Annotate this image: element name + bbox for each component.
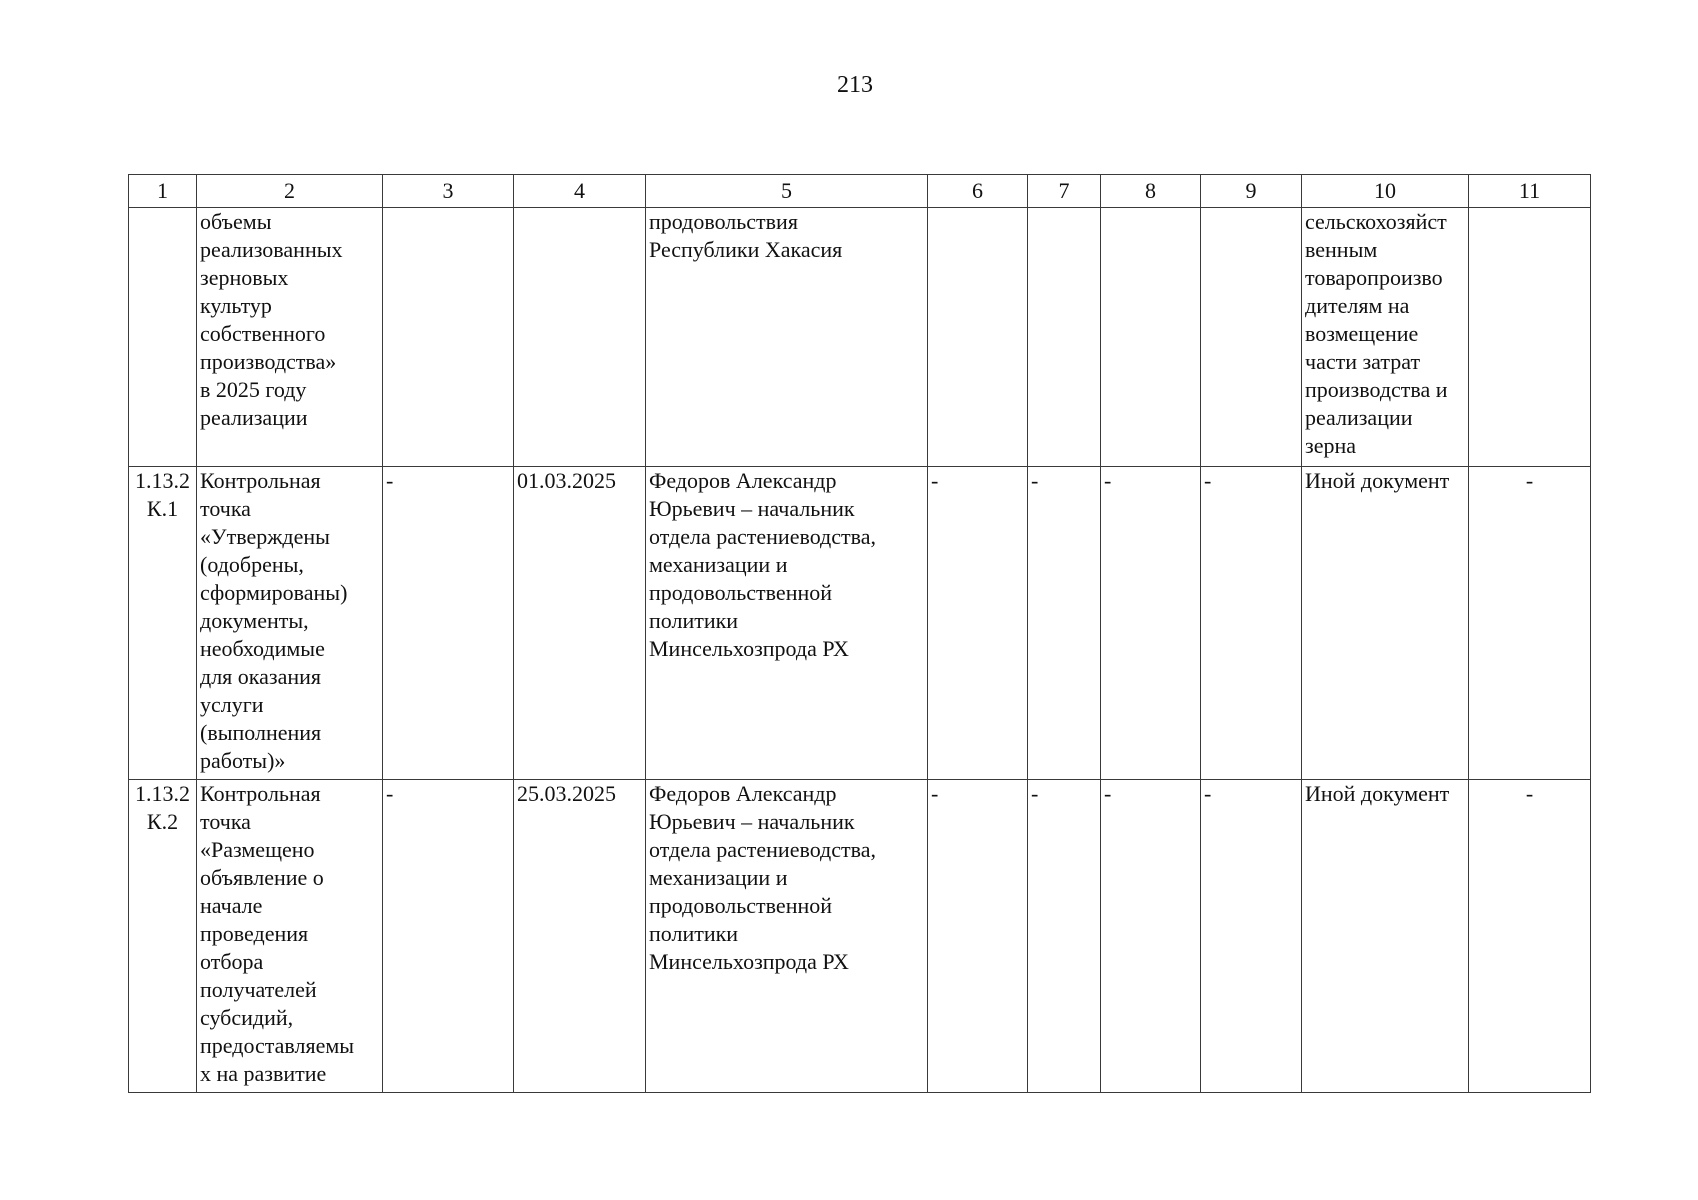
- cell-col3: [383, 208, 514, 467]
- cell-date: [514, 208, 646, 467]
- table-row: [129, 780, 1591, 1093]
- cell-document: Иной документ: [1302, 780, 1469, 1093]
- page-number: 213: [837, 72, 873, 98]
- cell-date: 01.03.2025: [514, 467, 646, 780]
- cell-number: 1.13.2 К.1: [129, 467, 197, 780]
- cell-col6: -: [928, 780, 1028, 1093]
- cell-number: [129, 208, 197, 467]
- cell-col7: -: [1028, 467, 1101, 780]
- cell-document: Иной документ: [1302, 467, 1469, 780]
- cell-col9: -: [1201, 467, 1302, 780]
- cell-col3: -: [383, 467, 514, 780]
- cell-col6: -: [928, 467, 1028, 780]
- table-row: [129, 467, 1591, 780]
- cell-col9: -: [1201, 780, 1302, 1093]
- cell-col3: -: [383, 780, 514, 1093]
- cell-col8: [1101, 208, 1201, 467]
- cell-date: 25.03.2025: [514, 780, 646, 1093]
- column-header-11: 11: [1469, 175, 1591, 208]
- column-header-3: 3: [383, 175, 514, 208]
- cell-col11: -: [1469, 780, 1591, 1093]
- column-header-6: 6: [928, 175, 1028, 208]
- column-header-7: 7: [1028, 175, 1101, 208]
- control-points-table: [128, 174, 1591, 1093]
- cell-responsible: Федоров Александр Юрьевич – начальник отдела растениеводства, механизации и продовольственной политики Минсельхозпрода РХ: [646, 467, 928, 780]
- column-header-4: 4: [514, 175, 646, 208]
- cell-responsible: Федоров Александр Юрьевич – начальник отдела растениеводства, механизации и продовольственной политики Минсельхозпрода РХ: [646, 780, 928, 1093]
- cell-name: Контрольная точка «Размещено объявление о начале проведения отбора получателей субсидий, предоставляемы х на развитие: [197, 780, 383, 1093]
- cell-number: 1.13.2 К.2: [129, 780, 197, 1093]
- column-header-1: 1: [129, 175, 197, 208]
- cell-col8: -: [1101, 467, 1201, 780]
- cell-col11: [1469, 208, 1591, 467]
- header-row: [129, 175, 1591, 208]
- cell-col6: [928, 208, 1028, 467]
- column-header-5: 5: [646, 175, 928, 208]
- cell-col11: -: [1469, 467, 1591, 780]
- column-header-8: 8: [1101, 175, 1201, 208]
- cell-col7: -: [1028, 780, 1101, 1093]
- table-row: [129, 208, 1591, 467]
- cell-col9: [1201, 208, 1302, 467]
- cell-responsible: продовольствия Республики Хакасия: [646, 208, 928, 467]
- column-header-9: 9: [1201, 175, 1302, 208]
- column-header-10: 10: [1302, 175, 1469, 208]
- cell-document: сельскохозяйст венным товаропроизво дителям на возмещение части затрат производства и реализации зерна: [1302, 208, 1469, 467]
- cell-name: объемы реализованных зерновых культур собственного производства» в 2025 году реализации: [197, 208, 383, 467]
- cell-name: Контрольная точка «Утверждены (одобрены, сформированы) документы, необходимые для оказания услуги (выполнения работы)»: [197, 467, 383, 780]
- column-header-2: 2: [197, 175, 383, 208]
- cell-col7: [1028, 208, 1101, 467]
- cell-col8: -: [1101, 780, 1201, 1093]
